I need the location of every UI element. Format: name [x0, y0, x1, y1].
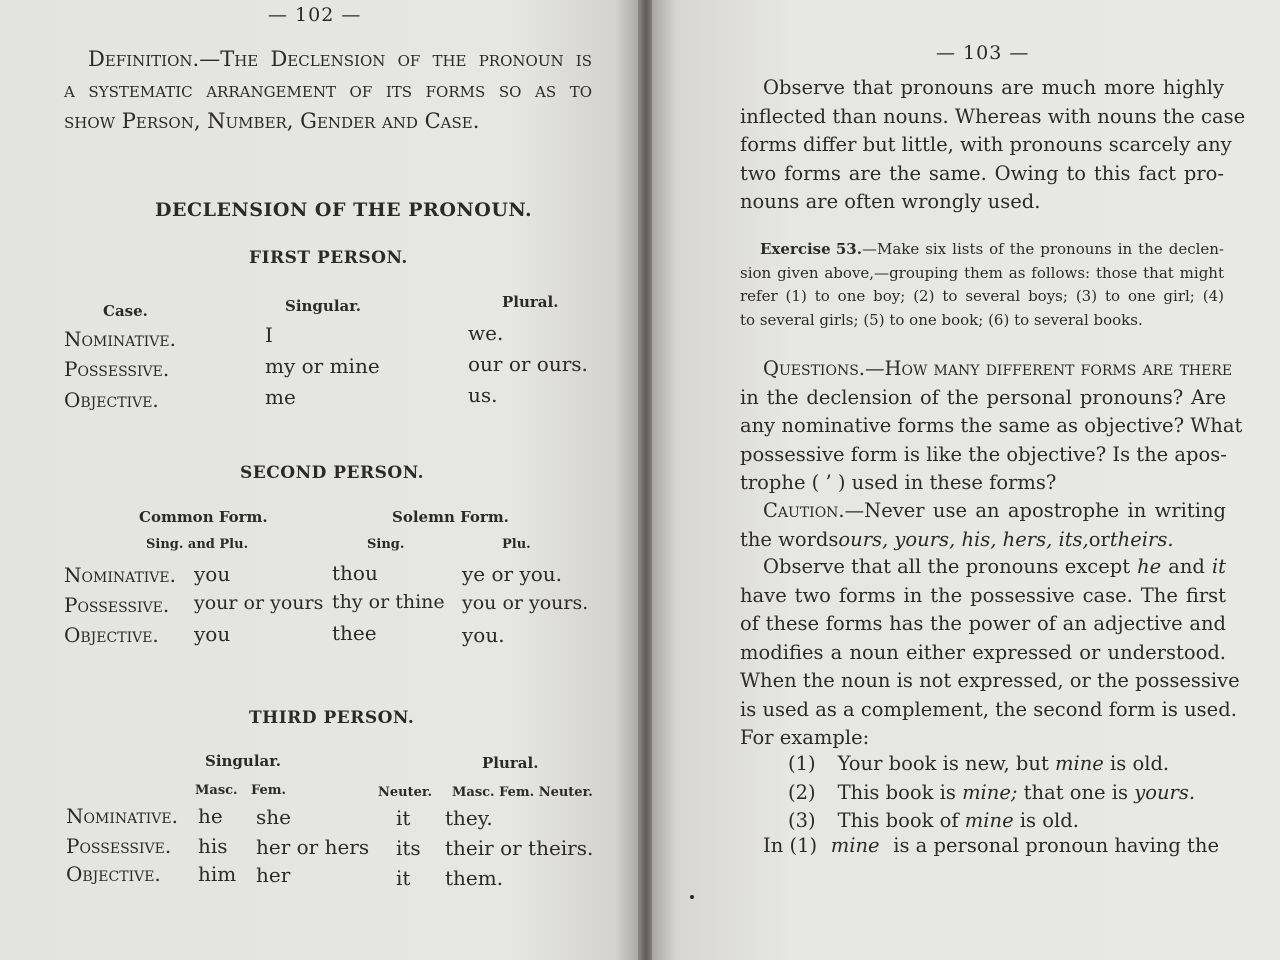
- tp-plural-possessive: their or theirs.: [445, 836, 594, 860]
- col-plural-genders: Masc. Fem. Neuter.: [452, 785, 593, 800]
- sp-plu-nominative: ye or you.: [462, 562, 563, 586]
- examples-list: [788, 750, 1208, 836]
- example-2-em2: yours.: [1134, 780, 1196, 804]
- questions-line-4: possessive form is like the objective? Is the apos-: [740, 442, 1227, 466]
- last-line-post: is a personal pronoun having the: [893, 834, 1219, 857]
- fp-plural-nominative: we.: [468, 321, 504, 345]
- fp-case-objective: Objective.: [64, 388, 159, 412]
- tp-fem-nominative: she: [256, 805, 291, 829]
- sp-common-objective: you: [194, 622, 231, 646]
- page-number-103: — 103 —: [936, 42, 1030, 64]
- last-line: [763, 832, 1219, 861]
- tp-case-possessive: Possessive.: [66, 834, 172, 858]
- observe2-prefix: Observe that all the pronouns except: [763, 555, 1131, 578]
- tp-case-nominative: Nominative.: [66, 804, 178, 828]
- exercise-line-1: —Make six lists of the pronouns in the declen-: [861, 240, 1224, 258]
- questions-line-5: trophe ( ’ ) used in these forms?: [740, 471, 1057, 494]
- observe-second-paragraph: [740, 553, 1240, 753]
- tp-fem-possessive: her or hers: [256, 835, 370, 859]
- caution-text: —Never use an apostrophe in writing: [844, 499, 1226, 522]
- col-tp-singular: Singular.: [205, 752, 281, 770]
- example-1-pre: Your book is new, but: [837, 752, 1049, 775]
- example-3-number: (3): [788, 809, 816, 832]
- observe-line-4: two forms are the same. Owing to this fact pro-: [740, 161, 1224, 185]
- exercise-line-2: sion given above,—grouping them as follows: those that might: [740, 263, 1224, 282]
- caution-last-word: theirs.: [1109, 527, 1174, 551]
- fp-singular-objective: me: [265, 385, 296, 409]
- exercise-label: Exercise 53.: [760, 240, 862, 258]
- fp-singular-nominative: I: [265, 323, 273, 347]
- col-tp-plural: Plural.: [482, 754, 539, 772]
- exercise-53: [740, 238, 1224, 334]
- col-plural: Plural.: [502, 293, 559, 311]
- sp-sing-nominative: thou: [332, 561, 378, 585]
- example-1: [788, 750, 1208, 779]
- last-line-pre: In (1): [763, 834, 818, 857]
- observe2-and: and: [1168, 555, 1205, 578]
- fp-plural-possessive: our or ours.: [468, 352, 588, 376]
- observe2-it: it: [1211, 555, 1226, 578]
- col-common-form: Common Form.: [139, 508, 268, 526]
- fp-case-nominative: Nominative.: [64, 327, 176, 351]
- observe2-he: he: [1137, 555, 1162, 578]
- sp-case-possessive: Possessive.: [64, 593, 170, 617]
- tp-masc-nominative: he: [198, 804, 223, 828]
- right-page: [652, 0, 1280, 960]
- col-solemn-form: Solemn Form.: [392, 508, 509, 526]
- fp-singular-possessive: my or mine: [265, 354, 380, 378]
- observe2-line-3: of these forms has the power of an adjective and: [740, 612, 1226, 635]
- observe-line-3: forms differ but little, with pronouns scarcely any: [740, 133, 1232, 156]
- example-1-number: (1): [788, 752, 816, 775]
- caution-words: ours, yours, his, hers, its,: [838, 527, 1089, 551]
- example-2-em: mine;: [962, 780, 1018, 804]
- example-2-number: (2): [788, 780, 816, 804]
- col-fem: Fem.: [251, 783, 287, 798]
- col-singular: Singular.: [285, 297, 361, 315]
- definition-line-1: Definition.—The Declension of the pronoun is: [88, 47, 592, 71]
- exercise-line-4: to several girls; (5) to one book; (6) to several books.: [740, 310, 1143, 329]
- example-2-post: that one is: [1023, 780, 1129, 804]
- caution-or: or: [1088, 527, 1110, 551]
- example-1-em: mine: [1055, 752, 1104, 775]
- sp-case-objective: Objective.: [64, 623, 159, 647]
- tp-fem-objective: her: [256, 863, 291, 887]
- last-line-em: mine: [830, 834, 880, 857]
- observe2-line-6: is used as a complement, the second form is used.: [740, 697, 1237, 721]
- col-sing: Sing.: [367, 537, 405, 552]
- sp-plu-possessive: you or yours.: [462, 592, 589, 614]
- ink-speck: [690, 895, 694, 899]
- observe2-line-7: For example:: [740, 726, 870, 749]
- definition-line-3: show Person, Number, Gender and Case.: [64, 109, 480, 133]
- sp-sing-objective: thee: [332, 621, 377, 645]
- col-masc: Masc.: [195, 783, 238, 798]
- observe-line-1: Observe that pronouns are much more highly: [763, 76, 1224, 99]
- observe2-line-4: modifies a noun either expressed or understood.: [740, 640, 1226, 664]
- tp-plural-nominative: they.: [445, 806, 493, 830]
- sp-common-nominative: you: [194, 562, 231, 586]
- col-neuter: Neuter.: [378, 785, 433, 800]
- example-3-em: mine: [964, 809, 1014, 832]
- tp-masc-objective: him: [198, 862, 237, 886]
- example-3-pre: This book of: [837, 809, 959, 832]
- exercise-line-3: refer (1) to one boy; (2) to several boys; (3) to one girl; (4): [740, 287, 1224, 305]
- questions-line-3: any nominative forms the same as objective? What: [740, 414, 1243, 437]
- questions-paragraph: [740, 355, 1243, 500]
- tp-case-objective: Objective.: [66, 862, 161, 886]
- example-2: [788, 779, 1208, 808]
- col-sing-and-plu: Sing. and Plu.: [146, 537, 249, 552]
- sp-case-nominative: Nominative.: [64, 563, 176, 587]
- tp-plural-objective: them.: [445, 866, 504, 890]
- col-case: Case.: [103, 302, 148, 320]
- fp-plural-objective: us.: [468, 383, 498, 407]
- questions-line-1: Questions.—How many different forms are there: [763, 357, 1233, 380]
- example-1-post: is old.: [1110, 752, 1170, 775]
- first-person-title: FIRST PERSON.: [249, 248, 408, 268]
- observe2-line-5: When the noun is not expressed, or the possessive: [740, 669, 1240, 692]
- observe-line-5: nouns are often wrongly used.: [740, 190, 1041, 213]
- tp-neuter-objective: it: [396, 866, 411, 890]
- example-3-post: is old.: [1019, 809, 1079, 832]
- sp-common-possessive: your or yours: [194, 592, 324, 614]
- sp-sing-possessive: thy or thine: [332, 591, 445, 613]
- tp-neuter-possessive: its: [396, 836, 421, 860]
- observe-line-2: inflected than nouns. Whereas with nouns the case: [740, 104, 1246, 128]
- sp-plu-objective: you.: [462, 623, 505, 647]
- third-person-title: THIRD PERSON.: [249, 708, 415, 728]
- questions-line-2: in the declension of the personal pronouns? Are: [740, 385, 1226, 409]
- tp-masc-possessive: his: [198, 834, 228, 858]
- page-number-102: — 102 —: [268, 4, 362, 26]
- tp-neuter-nominative: it: [396, 806, 411, 830]
- second-person-title: SECOND PERSON.: [240, 463, 425, 483]
- declension-heading: DECLENSION OF THE PRONOUN.: [155, 199, 533, 221]
- observe2-line-2: have two forms in the possessive case. The first: [740, 583, 1226, 607]
- definition-line-2: a systematic arrangement of its forms so as to: [64, 78, 592, 102]
- col-plu: Plu.: [502, 537, 531, 552]
- fp-case-possessive: Possessive.: [64, 357, 170, 381]
- observe-paragraph: [740, 74, 1246, 219]
- example-2-pre: This book is: [837, 780, 956, 804]
- caution-label: Caution.: [763, 499, 845, 522]
- caution-paragraph: [740, 497, 1226, 555]
- caution-line2-prefix: the words: [740, 527, 839, 551]
